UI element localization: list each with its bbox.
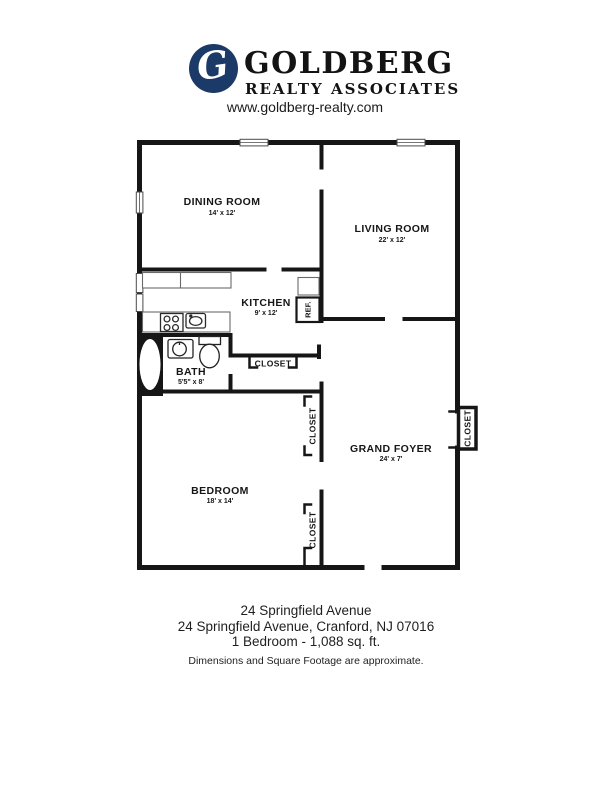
bathroom-fixtures — [137, 333, 221, 396]
toilet-bowl-icon — [200, 344, 220, 368]
hall-closet-label: CLOSET — [254, 358, 292, 369]
logo-monogram: G — [193, 41, 232, 89]
grand-foyer-label: GRAND FOYER — [350, 443, 432, 455]
refrigerator-label: REF. — [303, 301, 313, 318]
property-info — [0, 603, 612, 667]
refrigerator — [297, 298, 320, 323]
bedroom-dims: 18' x 14' — [206, 498, 234, 505]
living-room-dims: 22' x 12' — [378, 237, 406, 244]
bedroom-closet-top-label: CLOSET — [307, 407, 318, 445]
living-room-label: LIVING ROOM — [354, 223, 430, 235]
disclaimer-text: Dimensions and Square Footage are approximate. — [188, 654, 424, 667]
room-labels — [176, 196, 432, 548]
grand-foyer-dims: 24' x 7' — [379, 456, 403, 463]
brand-website: www.goldberg-realty.com — [226, 99, 384, 115]
window-icon — [136, 294, 143, 312]
closet-door-jambs — [250, 357, 458, 567]
brand-name: GOLDBERG — [244, 46, 454, 81]
foyer-closet — [459, 408, 477, 450]
foyer-closet-label: CLOSET — [462, 409, 473, 447]
kitchen-fixtures — [143, 273, 320, 333]
bath-dims: 5'5" x 8' — [177, 379, 205, 386]
bedroom-closet-bottom-label: CLOSET — [307, 511, 318, 549]
dining-room-dims: 14' x 12' — [208, 210, 236, 217]
kitchen-dims: 9' x 12' — [254, 310, 278, 317]
bath-label: BATH — [176, 366, 206, 378]
kitchen-counter — [143, 273, 232, 289]
cabinet — [298, 278, 319, 296]
window-icon — [136, 274, 143, 293]
kitchen-label: KITCHEN — [241, 297, 291, 309]
dining-room-label: DINING ROOM — [183, 196, 261, 208]
brand-subtitle: REALTY ASSOCIATES — [245, 80, 461, 98]
property-summary: 1 Bedroom - 1,088 sq. ft. — [231, 634, 381, 649]
property-address: 24 Springfield Avenue, Cranford, NJ 07016 — [177, 618, 435, 634]
bedroom-label: BEDROOM — [191, 485, 249, 497]
toilet-tank-icon — [199, 337, 221, 345]
property-name: 24 Springfield Avenue — [240, 603, 372, 618]
